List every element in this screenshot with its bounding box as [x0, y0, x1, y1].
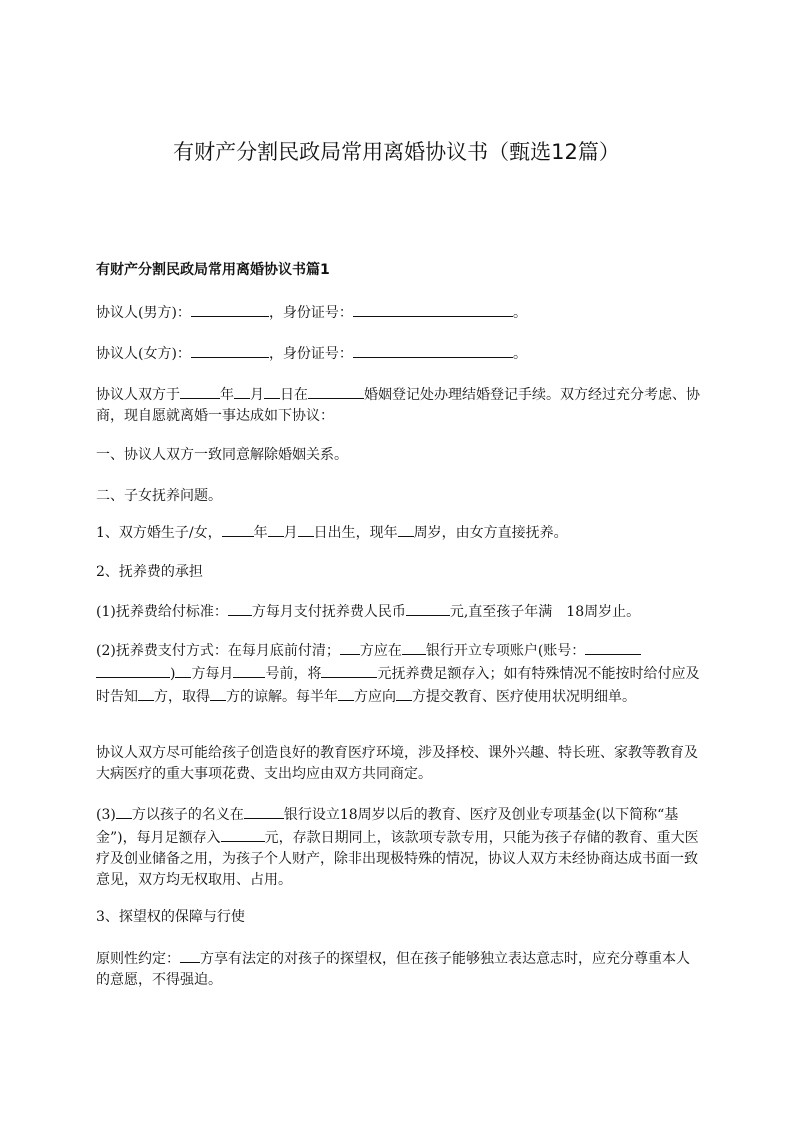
- text-segment: 年: [220, 387, 234, 403]
- blank-line: [585, 639, 641, 655]
- paragraph-male-party: [96, 301, 701, 324]
- blank-line: [264, 383, 280, 399]
- text-segment: 1、双方婚生子/女，: [96, 525, 222, 541]
- text-segment: 方的谅解。每半年: [226, 689, 338, 705]
- text-segment: 。: [512, 305, 527, 321]
- text-segment: 方提交教育、医疗使用状况明细单。: [412, 689, 636, 705]
- blank-line: [353, 342, 513, 358]
- text-segment: 方应在: [359, 643, 402, 659]
- blank-line: [138, 685, 154, 701]
- blank-line: [398, 521, 414, 537]
- blank-line: [268, 521, 284, 537]
- blank-line: [175, 662, 191, 678]
- blank-line: [180, 383, 220, 399]
- text-segment: ，身份证号：: [268, 305, 353, 321]
- blank-line: [233, 662, 265, 678]
- text-segment: 元，存款日期同上，该款项专款专用，只能为孩子存储的教育、重大医疗及创业储备之用，为孩子个人财产，除非出现极特殊的情况，协议人双方未经协商达成书面一致意见，双方均无权取用、占用。: [96, 830, 699, 888]
- text-segment: 周岁，由女方直接抚养。: [413, 525, 568, 541]
- text-segment: 方每月: [191, 666, 234, 682]
- blank-line: [222, 521, 254, 537]
- blank-line: [340, 639, 360, 655]
- paragraph-visitation-heading: 3、探望权的保障与行使: [96, 909, 245, 925]
- blank-line: [234, 383, 250, 399]
- text-segment: 。: [512, 346, 527, 362]
- text-segment: (2)抚养费支付方式：在每月底前付清；: [96, 643, 340, 659]
- blank-line: [338, 685, 354, 701]
- text-segment: 月: [250, 387, 264, 403]
- blank-line: [321, 662, 377, 678]
- blank-line: [191, 301, 269, 317]
- paragraph-child-info: [96, 521, 701, 544]
- blank-line: [191, 342, 269, 358]
- paragraph-clause-2: 二、子女抚养问题。: [96, 488, 222, 504]
- blank-line: [228, 600, 252, 616]
- text-segment: 原则性约定：: [96, 951, 180, 967]
- text-segment: 方每月支付抚养费人民币: [251, 604, 406, 620]
- blank-line: [396, 685, 412, 701]
- paragraph-marriage-registration: [96, 383, 701, 427]
- section-heading: 有财产分割民政局常用离婚协议书篇1: [96, 262, 330, 278]
- text-segment: 方享有法定的对孩子的探望权，但在孩子能够独立表达意志时，应充分尊重本人的意愿，不得强迫。: [96, 951, 690, 988]
- blank-line: [210, 685, 226, 701]
- blank-line: [298, 521, 314, 537]
- paragraph-education-medical: 协议人双方尽可能给孩子创造良好的教育医疗环境，涉及择校、课外兴趣、特长班、家教等教育及大病医疗的重大事项花费、支出均应由双方共同商定。: [96, 745, 698, 782]
- text-segment: 婚姻登记处办理结婚登记手续。双方经过充分考虑、协商，现自愿就离婚一事达成如下协议：: [96, 387, 700, 424]
- text-segment: 银行设立18周岁以后的教育、医疗及创业专项基金(以下简称“基金”)，每月足额存入: [96, 807, 679, 846]
- text-segment: 月: [283, 525, 298, 541]
- blank-line: [180, 947, 200, 963]
- text-segment: 协议人双方于: [96, 387, 180, 403]
- blank-line: [96, 662, 170, 678]
- blank-line: [402, 639, 426, 655]
- text-segment: 元抚养费足额存入；如有特殊情况不能按时给付应及时告知: [96, 666, 700, 705]
- text-segment: 协议人(女方)：: [96, 346, 191, 362]
- text-segment: 方以孩子的名义在: [131, 807, 244, 823]
- paragraph-female-party: [96, 342, 701, 365]
- text-segment: 银行开立专项账户(账号：: [425, 643, 586, 659]
- text-segment: 协议人(男方)：: [96, 305, 191, 321]
- paragraph-visitation-principle: [96, 947, 701, 991]
- text-segment: 方，取得: [154, 689, 210, 705]
- text-segment: 元,直至孩子年满 18周岁止。: [449, 604, 641, 620]
- blank-line: [406, 600, 450, 616]
- text-segment: (1)抚养费给付标准：: [96, 604, 228, 620]
- paragraph-support-heading: 2、抚养费的承担: [96, 564, 203, 580]
- paragraph-support-payment: [96, 639, 701, 708]
- text-segment: ，身份证号：: [268, 346, 353, 362]
- blank-line: [308, 383, 364, 399]
- text-segment: 日出生，现年: [313, 525, 398, 541]
- blank-line: [244, 803, 284, 819]
- text-segment: 日在: [280, 387, 308, 403]
- text-segment: 年: [253, 525, 268, 541]
- blank-line: [221, 826, 265, 842]
- paragraph-fund: [96, 803, 701, 891]
- blank-line: [353, 301, 513, 317]
- text-segment: ): [170, 666, 176, 682]
- paragraph-support-standard: [96, 600, 701, 623]
- text-segment: 方应向: [354, 689, 396, 705]
- blank-line: [116, 803, 132, 819]
- text-segment: 号前，将: [265, 666, 322, 682]
- paragraph-clause-1: 一、协议人双方一致同意解除婚姻关系。: [96, 447, 348, 463]
- text-segment: (3): [96, 807, 116, 823]
- document-title: 有财产分割民政局常用离婚协议书（甄选12篇）: [173, 140, 620, 164]
